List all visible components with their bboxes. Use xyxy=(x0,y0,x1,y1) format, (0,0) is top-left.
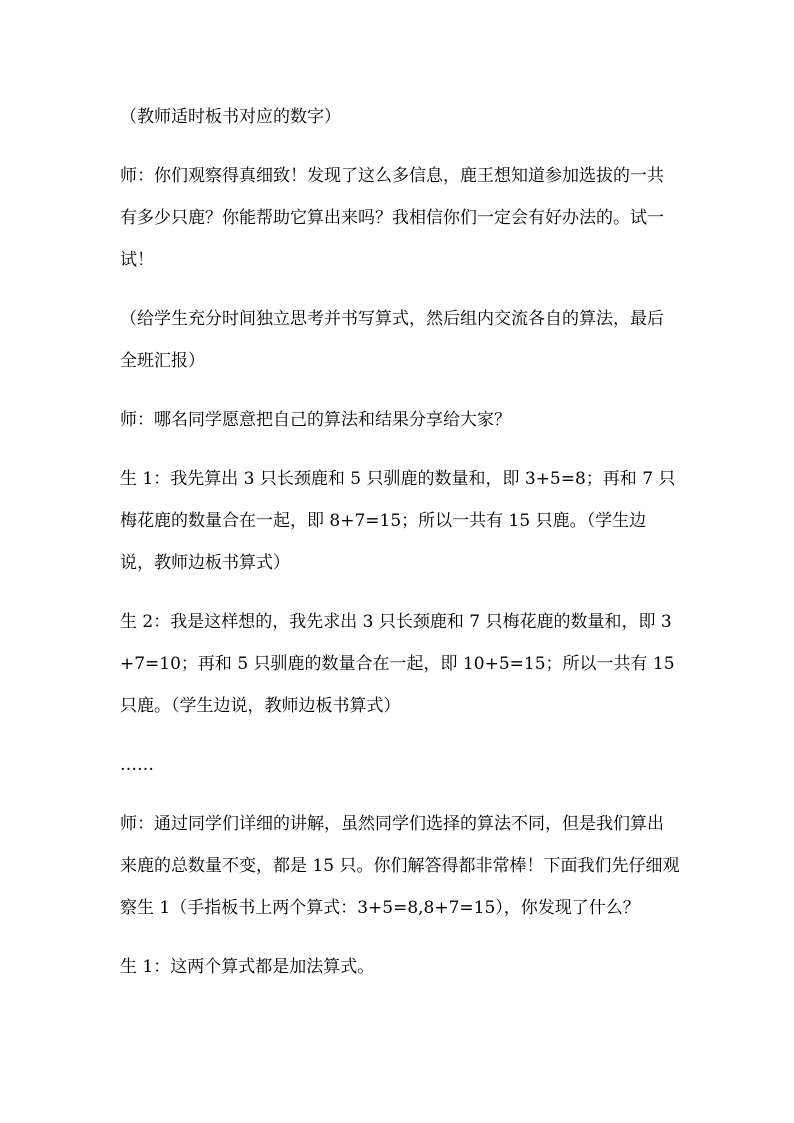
paragraph-student-1-answer: 生 1：这两个算式都是加法算式。 xyxy=(120,957,375,977)
paragraph-teacher-invite: 师：哪名同学愿意把自己的算法和结果分享给大家？ xyxy=(120,410,511,430)
paragraph-teacher-summary: 师：通过同学们详细的讲解，虽然同学们选择的算法不同，但是我们算出来鹿的总数量不变，都是 15 只。你们解答得都非常棒！下面我们先仔细观察生 1（手指板书上两个算式：3+5=8,8+7=15），你发现了什么？ xyxy=(120,814,680,918)
paragraph-student-1: 生 1：我先算出 3 只长颈鹿和 5 只驯鹿的数量和，即 3+5=8；再和 7 只梅花鹿的数量合在一起，即 8+7=15；所以一共有 15 只鹿。（学生边说，教师边板书算式） xyxy=(120,469,676,573)
paragraph-student-2: 生 2：我是这样想的，我先求出 3 只长颈鹿和 7 只梅花鹿的数量和，即 3+7=10；再和 5 只驯鹿的数量合在一起，即 10+5=15；所以一共有 15 只鹿。（学生边说，教师边板书算式） xyxy=(120,612,675,716)
paragraph-ellipsis: …… xyxy=(120,755,154,775)
document-body xyxy=(120,96,680,1005)
paragraph-instruction: （给学生充分时间独立思考并书写算式，然后组内交流各自的算法，最后全班汇报） xyxy=(120,309,664,371)
paragraph-teacher-note: （教师适时板书对应的数字） xyxy=(120,107,341,127)
paragraph-teacher-question: 师：你们观察得真细致！发现了这么多信息，鹿王想知道参加选拔的一共有多少只鹿？你能帮助它算出来吗？我相信你们一定会有好办法的。试一试！ xyxy=(120,166,664,270)
